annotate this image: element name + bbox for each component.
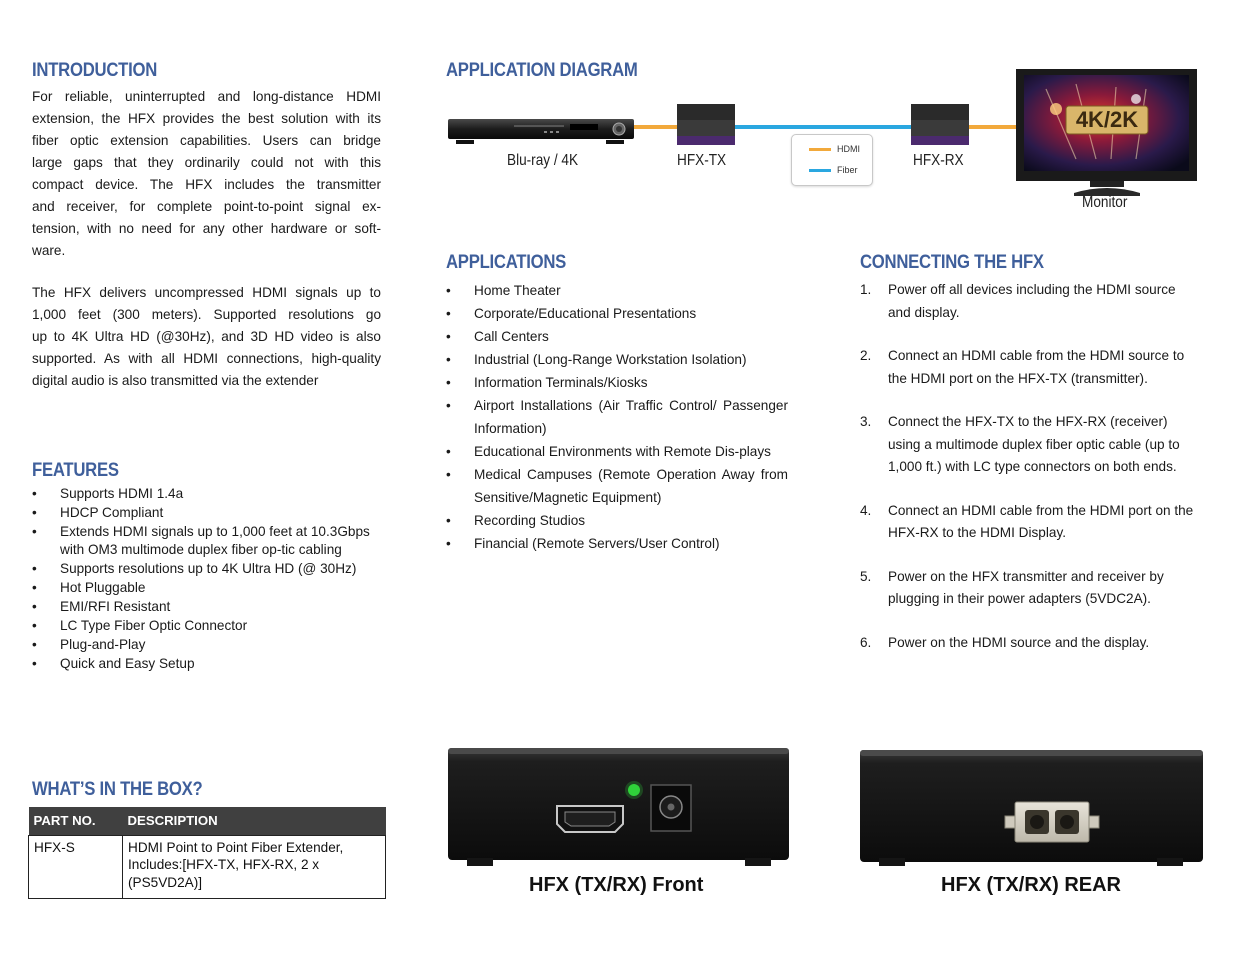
- application-item: • Industrial (Long-Range Workstation Isolation): [446, 348, 788, 371]
- introduction-paragraph-2: [32, 282, 381, 392]
- front-photo-caption: HFX (TX/RX) Front: [529, 874, 704, 896]
- application-item: • Educational Environments with Remote Dis-plays: [446, 440, 788, 463]
- intro-line: supported. As with all HDMI connections, high-quality: [32, 351, 381, 366]
- hfx-rx-device-icon: [910, 104, 970, 146]
- intro-line: large gaps that they ordinarily could not with this: [32, 155, 381, 170]
- step-text: Connect the HFX-TX to the HFX-RX (receiver) using a multimode duplex fiber optic cable (up to 1,000 ft.) with LC type connectors on both ends.: [888, 414, 1180, 474]
- cable-legend: [791, 134, 873, 186]
- introduction-heading: INTRODUCTION: [32, 60, 158, 81]
- table-header-row: [29, 807, 386, 835]
- application-item: • Medical Campuses (Remote Operation Away from Sensitive/Magnetic Equipment): [446, 463, 788, 509]
- legend-fiber: [809, 165, 858, 175]
- intro-line: and receiver, for complete point-to-point signal ex-: [32, 199, 381, 214]
- step-item: [860, 411, 1198, 479]
- application-item: • Corporate/Educational Presentations: [446, 302, 788, 325]
- feature-item: • EMI/RFI Resistant: [32, 598, 380, 616]
- application-item: • Home Theater: [446, 279, 788, 302]
- step-item: [860, 566, 1198, 611]
- monitor-label: Monitor: [1082, 194, 1128, 211]
- feature-item: • Extends HDMI signals up to 1,000 feet at 10.3Gbps with OM3 multimode duplex fiber op-tic cabling: [32, 523, 380, 559]
- feature-item: • Supports resolutions up to 4K Ultra HD (@ 30Hz): [32, 560, 380, 578]
- part-number-header: PART NO.: [29, 807, 123, 835]
- feature-item: • Hot Pluggable: [32, 579, 380, 597]
- legend-fiber-label: Fiber: [837, 165, 858, 175]
- hdmi-cable-monitor: [968, 125, 1018, 129]
- box-contents-table: [28, 807, 386, 899]
- intro-line: ware.: [32, 243, 66, 258]
- intro-line: up to 4K Ultra HD (@30Hz), and 3D HD video is also: [32, 329, 381, 344]
- intro-line: tension, with no need for any other hardware or soft-: [32, 221, 381, 236]
- rear-photo-caption: HFX (TX/RX) REAR: [941, 874, 1121, 896]
- step-number: 4.: [860, 502, 872, 518]
- intro-line: The HFX delivers uncompressed HDMI signals up to: [32, 285, 381, 300]
- introduction-paragraph-1: [32, 86, 381, 262]
- step-text: Power off all devices including the HDMI source and display.: [888, 282, 1176, 320]
- application-item: • Call Centers: [446, 325, 788, 348]
- applications-heading: APPLICATIONS: [446, 252, 567, 273]
- step-number: 3.: [860, 414, 872, 429]
- step-text: Power on the HDMI source and the display.: [888, 634, 1150, 650]
- step-text: Connect an HDMI cable from the HDMI source to the HDMI port on the HFX-TX (transmitter).: [888, 348, 1185, 386]
- connecting-heading: CONNECTING THE HFX: [860, 252, 1044, 273]
- hfx-rx-label: HFX-RX: [913, 152, 964, 169]
- step-text: Connect an HDMI cable from the HDMI port on the HFX-RX to the HDMI Display.: [888, 502, 1194, 540]
- connecting-steps: [860, 279, 1198, 675]
- source-device-label: Blu-ray / 4K: [507, 152, 579, 169]
- intro-line: 1,000 feet (300 meters). Supported resolutions go: [32, 307, 381, 322]
- application-item: • Airport Installations (Air Traffic Control/ Passenger Information): [446, 394, 788, 440]
- intro-line: For reliable, uninterrupted and long-distance HDMI: [32, 89, 381, 104]
- feature-item: • Quick and Easy Setup: [32, 655, 380, 673]
- monitor-icon: [1016, 69, 1198, 197]
- hfx-front-photo: [447, 746, 791, 870]
- application-item: • Financial (Remote Servers/User Control): [446, 532, 788, 555]
- table-row: [29, 835, 386, 898]
- step-number: 1.: [860, 282, 872, 297]
- feature-item: • Supports HDMI 1.4a: [32, 485, 380, 503]
- step-item: [860, 345, 1198, 390]
- application-diagram: [446, 66, 1201, 216]
- step-number: 6.: [860, 634, 872, 650]
- step-item: [860, 632, 1198, 655]
- description-cell: HDMI Point to Point Fiber Extender, Includes:[HFX-TX, HFX-RX, 2 x (PS5VD2A)]: [123, 835, 386, 898]
- features-heading: FEATURES: [32, 460, 119, 481]
- box-heading: WHAT’S IN THE BOX?: [32, 779, 203, 800]
- step-item: [860, 279, 1198, 324]
- intro-line: fiber optic extension capabilities. Users can bridge: [32, 133, 381, 148]
- step-item: [860, 500, 1198, 545]
- hfx-rear-photo: [859, 748, 1205, 870]
- legend-hdmi-label: HDMI: [837, 144, 860, 154]
- applications-list: [446, 279, 788, 555]
- part-number-cell: HFX-S: [29, 835, 123, 898]
- hdmi-cable-source: [634, 125, 678, 129]
- step-number: 2.: [860, 348, 872, 363]
- bluray-player-icon: [448, 116, 636, 146]
- intro-line: digital audio is also transmitted via the extender: [32, 373, 319, 388]
- step-text: Power on the HFX transmitter and receiver by plugging in their power adapters (5VDC2A).: [888, 568, 1164, 606]
- features-list: [32, 485, 380, 674]
- step-number: 5.: [860, 568, 872, 584]
- feature-item: • HDCP Compliant: [32, 504, 380, 522]
- application-item: • Information Terminals/Kiosks: [446, 371, 788, 394]
- fiber-cable: [734, 125, 912, 129]
- monitor-badge: 4K/2K: [1075, 107, 1139, 132]
- application-item: • Recording Studios: [446, 509, 788, 532]
- application-diagram-heading: APPLICATION DIAGRAM: [446, 60, 638, 81]
- feature-item: • LC Type Fiber Optic Connector: [32, 617, 380, 635]
- fiber-swatch: [809, 169, 831, 172]
- hfx-tx-device-icon: [676, 104, 736, 146]
- hdmi-swatch: [809, 148, 831, 151]
- hfx-tx-label: HFX-TX: [677, 152, 727, 169]
- description-header: DESCRIPTION: [123, 807, 386, 835]
- legend-hdmi: [809, 144, 860, 154]
- intro-line: extension, the HFX provides the best solution with its: [32, 111, 381, 126]
- feature-item: • Plug-and-Play: [32, 636, 380, 654]
- intro-line: compact device. The HFX includes the transmitter: [32, 177, 381, 192]
